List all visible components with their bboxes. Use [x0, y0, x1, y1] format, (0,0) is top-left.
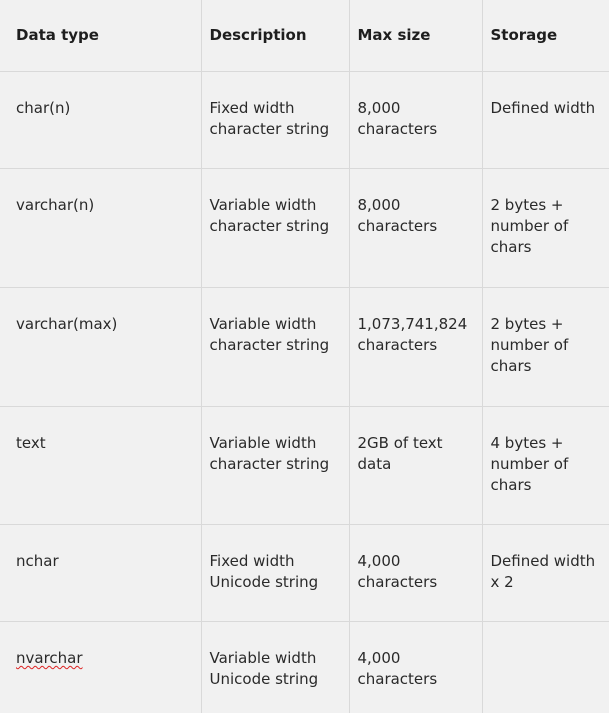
header-max-size: Max size	[349, 0, 482, 72]
cell-max-size: 4,000 characters	[349, 525, 482, 622]
table-row	[0, 288, 609, 407]
cell-description: Fixed width Unicode string	[201, 525, 349, 622]
table-row	[0, 72, 609, 169]
cell-max-size: 4,000 characters	[349, 622, 482, 713]
header-description: Description	[201, 0, 349, 72]
cell-storage: 2 bytes + number of chars	[482, 288, 609, 407]
cell-description: Fixed width character string	[201, 72, 349, 169]
table-row	[0, 525, 609, 622]
cell-max-size: 1,073,741,824 characters	[349, 288, 482, 407]
cell-data-type: char(n)	[0, 72, 201, 169]
table-body	[0, 72, 609, 713]
cell-description: Variable width character string	[201, 288, 349, 407]
cell-description: Variable width character string	[201, 407, 349, 525]
cell-storage: 2 bytes + number of chars	[482, 169, 609, 288]
table-row	[0, 622, 609, 713]
cell-data-type	[0, 622, 201, 713]
cell-max-size: 8,000 characters	[349, 169, 482, 288]
cell-max-size: 2GB of text data	[349, 407, 482, 525]
cell-data-type: varchar(max)	[0, 288, 201, 407]
cell-max-size: 8,000 characters	[349, 72, 482, 169]
cell-storage: 4 bytes + number of chars	[482, 407, 609, 525]
table-row	[0, 169, 609, 288]
cell-storage	[482, 622, 609, 713]
cell-data-type: varchar(n)	[0, 169, 201, 288]
cell-data-type: text	[0, 407, 201, 525]
table-header	[0, 0, 609, 72]
cell-description: Variable width Unicode string	[201, 622, 349, 713]
header-row	[0, 0, 609, 72]
header-storage: Storage	[482, 0, 609, 72]
header-data-type: Data type	[0, 0, 201, 72]
misspelled-word: nvarchar	[16, 649, 83, 667]
cell-storage: Defined width x 2	[482, 525, 609, 622]
cell-storage: Defined width	[482, 72, 609, 169]
cell-description: Variable width character string	[201, 169, 349, 288]
cell-data-type: nchar	[0, 525, 201, 622]
table-row	[0, 407, 609, 525]
